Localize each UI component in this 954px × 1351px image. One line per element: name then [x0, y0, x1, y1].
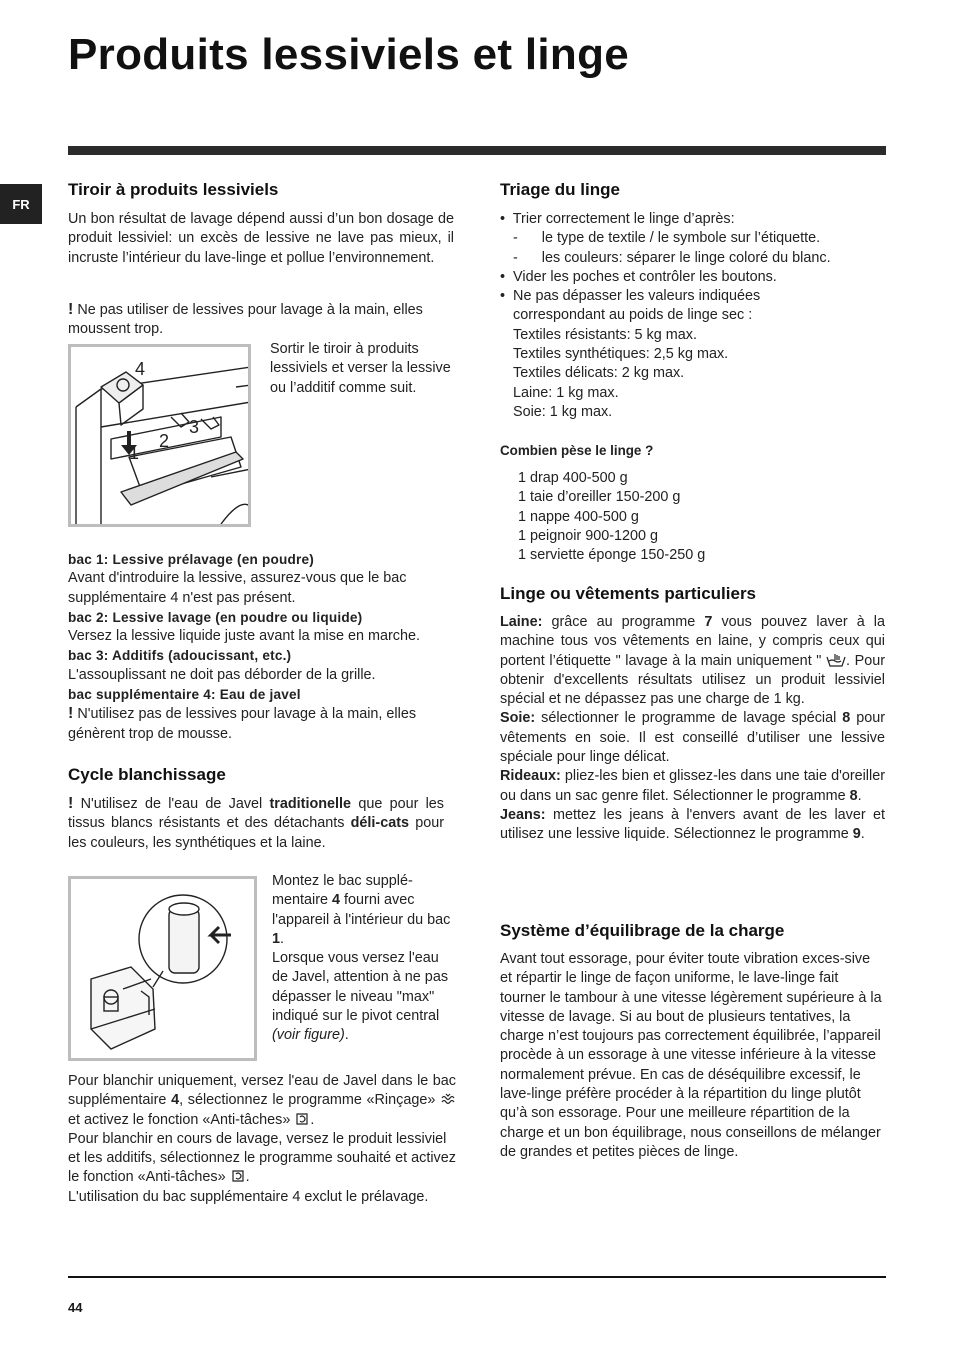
- bac-warning: [68, 704, 458, 744]
- bleach-only-text: Pour blanchir uniquement, versez l'eau de Javel dans le bac supplémentaire 4, sélectionnez le programme «Rinçage» et activez le fonction «Anti-tâches» .: [68, 1073, 456, 1128]
- bleach-during-wash-text: Pour blanchir en cours de lavage, versez le produit lessiviel et les additifs, sélectionnez le programme souhaité et activez le fonction «Anti-tâches» .: [68, 1130, 456, 1186]
- laine-paragraph: Laine: grâce au programme 7 vous pouvez laver à la machine tous vos vêtements en laine, y compris ceux qui portent l’étiquette " lavage à la main uniquement " . Pour obtenir d'excellents résultats utilisez un produit lessiviel spécial et ne dépassez pas une charge de 1 kg.: [500, 614, 886, 708]
- triage-list: [500, 210, 890, 422]
- page-number: 44: [68, 1300, 83, 1315]
- bac2-label: bac 2: Lessive lavage (en poudre ou liquide): [68, 609, 363, 625]
- tiroir-intro: Un bon résultat de lavage dépend aussi d’un bon dosage de produit lessiviel: un excès de lessive ne lave pas mieux, il incruste l’intérieur du lave-linge et pollue l’environnement.: [68, 211, 454, 266]
- bottom-rule: [68, 1276, 886, 1278]
- weights-list: [518, 469, 705, 565]
- bleach-container-illustration: [71, 879, 254, 1058]
- figure-label-3: 3: [189, 417, 200, 437]
- drawer-figure-caption: Sortir le tiroir à produits lessiviels et verser la lessive ou l’additif comme suit.: [270, 341, 451, 396]
- section-heading-triage: Triage du linge: [500, 180, 620, 199]
- page-title: Produits lessiviels et linge: [68, 30, 630, 79]
- warning-mark: !: [68, 795, 74, 812]
- weight-limit: Textiles synthétiques: 2,5 kg max.: [513, 346, 729, 363]
- weight-item: 1 drap 400-500 g: [518, 470, 628, 486]
- warning-mark: !: [68, 301, 74, 318]
- bac3-label: bac 3: Additifs (adoucissant, etc.): [68, 648, 292, 664]
- warning-text: N'utilisez pas de lessives pour lavage à la main, elles génèrent trop de mousse.: [68, 706, 417, 742]
- soie-paragraph: Soie: sélectionner le programme de lavage spécial 8 pour vêtements en soie. Il est conseillé d’utiliser une lessive spéciale pour linge délicat.: [500, 710, 886, 766]
- bac4-label: bac supplémentaire 4: Eau de javel: [68, 687, 301, 703]
- rinse-icon: [440, 1092, 456, 1106]
- figure-label-2: 2: [159, 431, 170, 451]
- arrow-icon: [211, 927, 231, 943]
- weight-item: 1 nappe 400-500 g: [518, 508, 639, 525]
- special-items-text: [500, 613, 885, 845]
- list-item: • Trier correctement le linge d’après:: [500, 211, 735, 227]
- weights-heading: Combien pèse le linge ?: [500, 443, 654, 458]
- section-heading-tiroir: Tiroir à produits lessiviels: [68, 180, 279, 199]
- anti-stain-icon: [230, 1169, 246, 1183]
- warning-text: Ne pas utiliser de lessives pour lavage à la main, elles moussent trop.: [68, 302, 423, 338]
- bac-descriptions: [68, 550, 458, 744]
- list-subitem: - les couleurs: séparer le linge coloré du blanc.: [513, 249, 831, 266]
- bleach-instructions: [68, 1072, 456, 1207]
- figure-label-1: 1: [129, 443, 140, 463]
- weight-item: 1 serviette éponge 150-250 g: [518, 547, 706, 564]
- bleach-container-figure: [68, 876, 257, 1061]
- weight-limit: Laine: 1 kg max.: [513, 384, 619, 401]
- equilibrage-text: Avant tout essorage, pour éviter toute vibration exces-sive et répartir le linge de façon uniforme, le lave-linge fait tourner le tambour à une vitesse légèrement supérieure à la vitesse de lavage. Si au bout de plusieurs tentatives, la charge n’est toujours pas correctement équilibrée, l’appareil procède à un essorage à une vitesse inférieure à la vitesse normalement prévue. En cas de déséquilibre excessif, le lave-linge préfère procéder à la répartition du linge plutôt qu’à son essorage. Pour une meilleure répartition de la charge et un bon équilibrage, nous conseillons de mélanger de grandes et petites pièces de linge.: [500, 951, 882, 1160]
- weight-item: 1 taie d’oreiller 150-200 g: [518, 489, 681, 506]
- weight-limit: Soie: 1 kg max.: [513, 403, 613, 420]
- section-heading-particuliers: Linge ou vêtements particuliers: [500, 584, 757, 603]
- cycle-warning: ! N'utilisez de l'eau de Javel traditionelle que pour les tissus blancs résistants et des détachants déli-cats pour les couleurs, les synthétiques et la laine.: [68, 795, 445, 851]
- list-item: • Ne pas dépasser les valeurs indiquées correspondant au poids de linge sec :: [500, 288, 761, 324]
- figure-label-4: 4: [135, 359, 146, 379]
- weight-limit: Textiles délicats: 2 kg max.: [513, 365, 685, 382]
- section-heading-equilibrage: Système d’équilibrage de la charge: [500, 921, 785, 940]
- bleach-figure-caption: Montez le bac supplé-mentaire 4 fourni avec l'appareil à l'intérieur du bac 1. Lorsque vous versez l'eau de Javel, attention à ne pas dépasser le niveau "max" indiqué sur le pivot central (voir figure).: [272, 873, 451, 1044]
- prewash-note: L'utilisation du bac supplémentaire 4 exclut le prélavage.: [68, 1188, 429, 1205]
- tiroir-warning: [68, 300, 454, 340]
- section-heading-cycle: Cycle blanchissage: [68, 765, 226, 784]
- top-rule: [68, 146, 886, 155]
- rideaux-paragraph: Rideaux: pliez-les bien et glissez-les dans une taie d'oreiller ou dans un sac genre filet. Sélectionner le programme 8.: [500, 768, 886, 804]
- weight-limit: Textiles résistants: 5 kg max.: [513, 326, 697, 343]
- hand-wash-icon: [826, 653, 846, 667]
- list-subitem: - le type de textile / le symbole sur l’étiquette.: [513, 230, 821, 247]
- bac1-label: bac 1: Lessive prélavage (en poudre): [68, 552, 314, 567]
- weight-item: 1 peignoir 900-1200 g: [518, 527, 659, 544]
- bac3-text: L'assouplissant ne doit pas déborder de la grille.: [68, 666, 376, 683]
- bac1-text: Avant d'introduire la lessive, assurez-vous que le bac supplémentaire 4 n'est pas présent.: [68, 570, 407, 606]
- list-item: • Vider les poches et contrôler les boutons.: [500, 268, 777, 285]
- warning-mark: !: [68, 705, 74, 723]
- drawer-illustration: [71, 347, 248, 524]
- jeans-paragraph: Jeans: mettez les jeans à l'envers avant de les laver et utilisez une lessive liquide. Sélectionnez le programme 9.: [500, 806, 885, 843]
- bac2-text: Versez la lessive liquide juste avant la mise en marche.: [68, 628, 420, 645]
- anti-stain-icon: [294, 1112, 310, 1126]
- language-tab: FR: [0, 184, 42, 224]
- detergent-drawer-figure: [68, 344, 251, 527]
